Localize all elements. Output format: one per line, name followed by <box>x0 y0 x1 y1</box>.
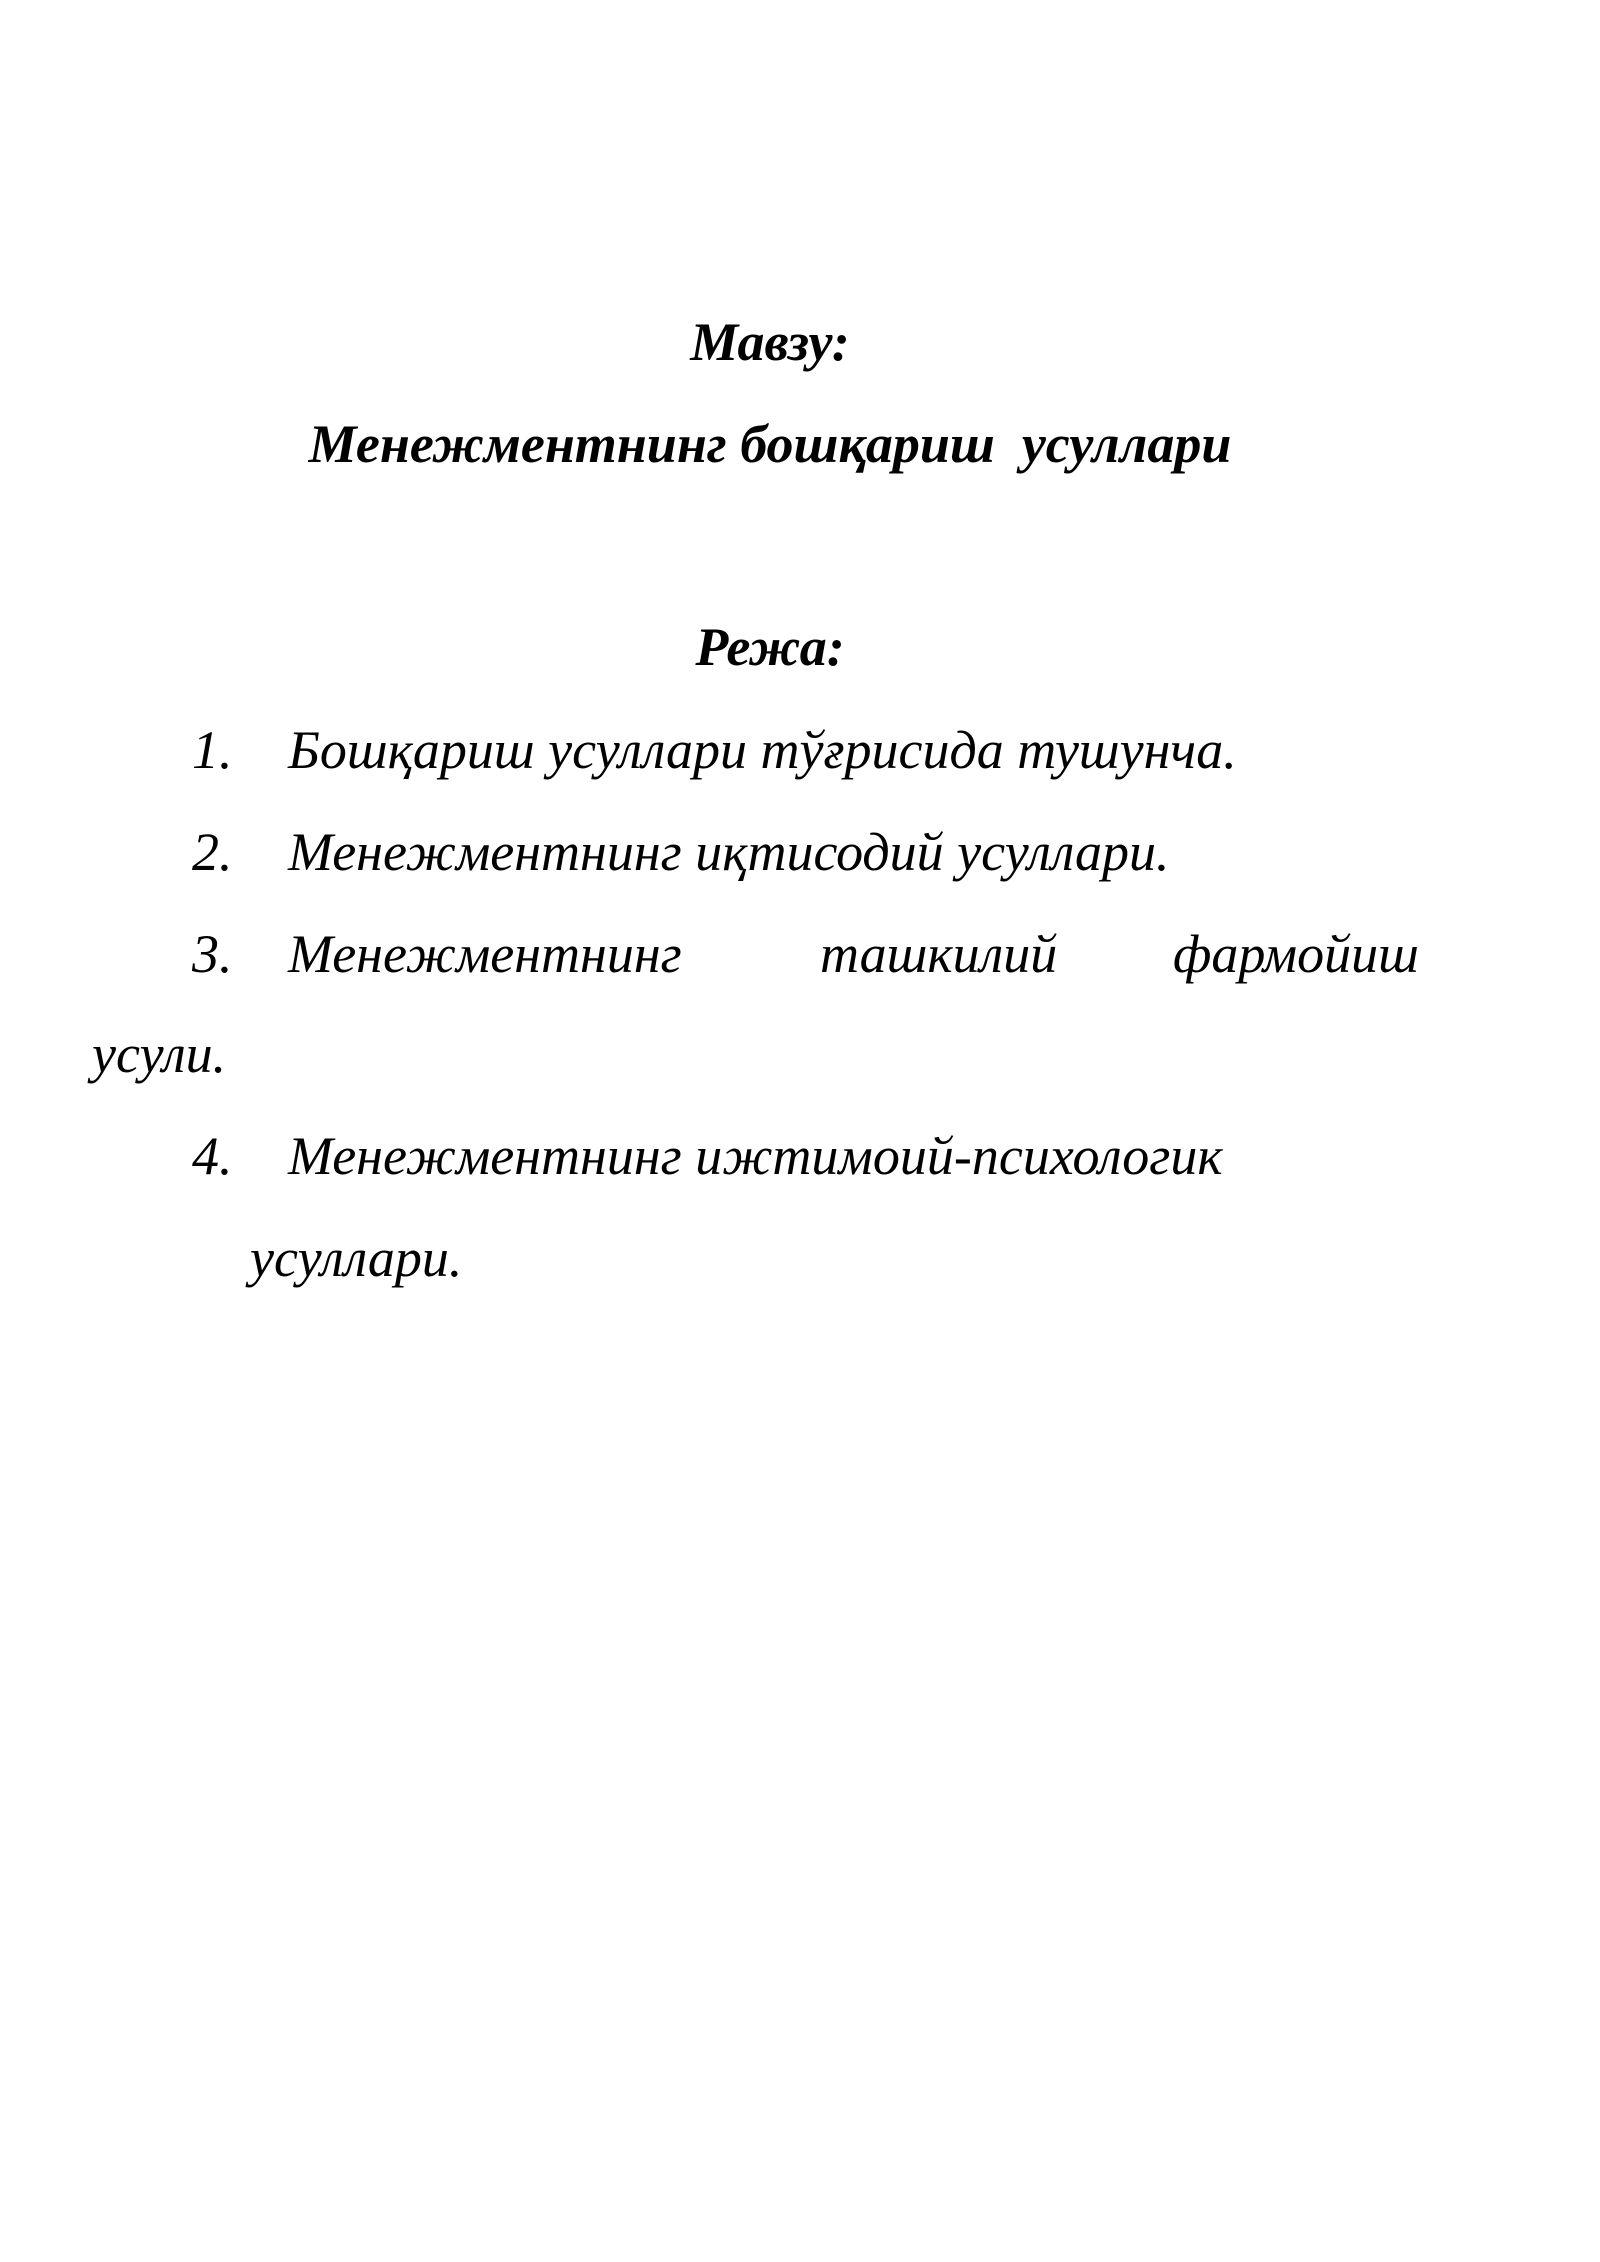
list-item-number: 3. <box>192 924 233 984</box>
list-item-number: 2. <box>192 822 233 882</box>
list-item-number: 4. <box>192 1126 233 1186</box>
topic-label: Мавзу: <box>690 312 850 372</box>
list-item-text: Менежментнинг ижтимоий-психологик <box>288 1126 1223 1186</box>
topic-title: Менежментнинг бошқариш усуллари <box>308 414 1232 474</box>
list-item-word: ташкилий <box>820 924 1058 984</box>
plan-label: Режа: <box>695 617 845 677</box>
list-item-word: Менежментнинг <box>288 924 682 984</box>
list-item-continuation: усуллари. <box>250 1228 463 1288</box>
list-item-text: Бошқариш усуллари тўғрисида тушунча. <box>288 720 1237 780</box>
list-item-number: 1. <box>192 720 233 780</box>
list-item-word: фармойиш <box>1173 924 1419 984</box>
list-item-text: Менежментнинг иқтисодий усуллари. <box>288 822 1170 882</box>
list-item-continuation: усули. <box>92 1024 227 1084</box>
